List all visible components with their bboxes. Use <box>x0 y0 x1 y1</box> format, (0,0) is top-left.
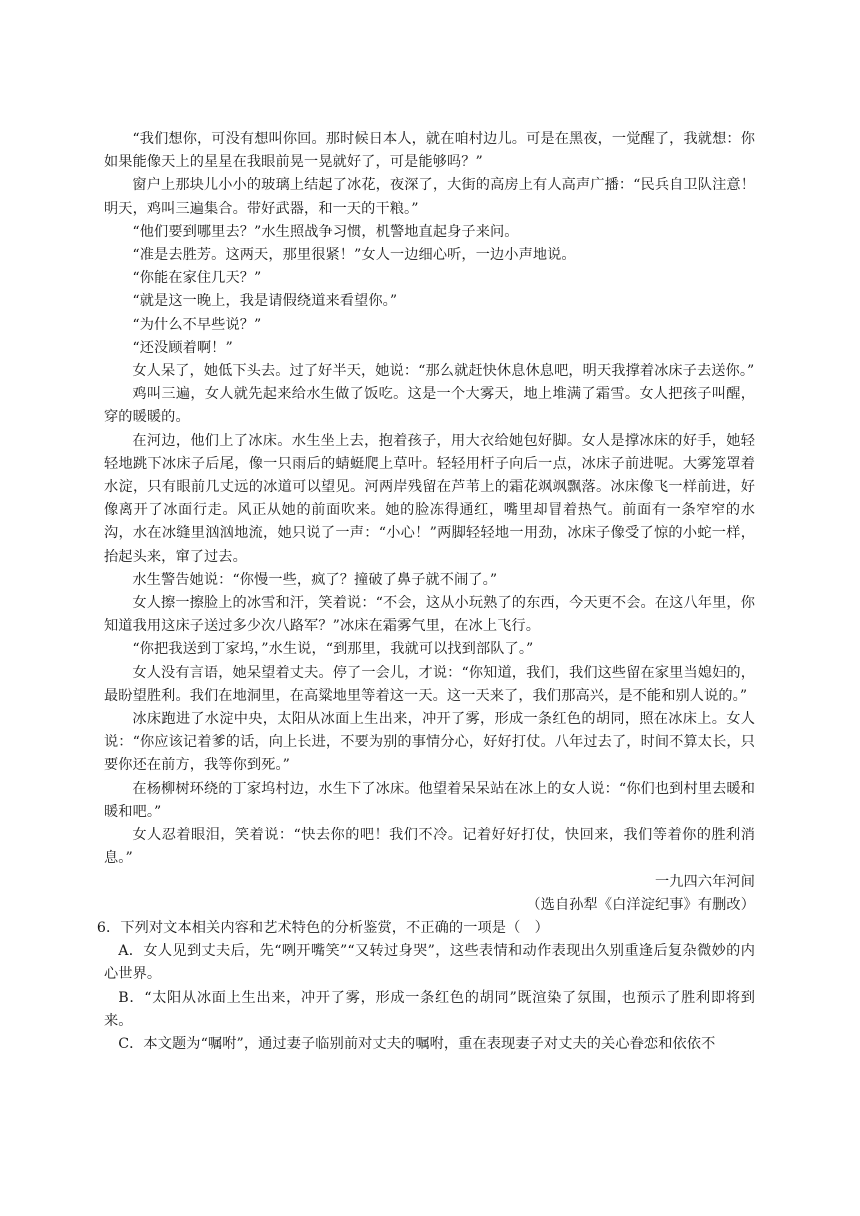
story-paragraph: 在河边，他们上了冰床。水生坐上去，抱着孩子，用大衣给她包好脚。女人是撑冰床的好手，她轻轻地跳下冰床子后尾，像一只雨后的蜻蜓爬上草叶。轻轻用杆子向后一点，冰床子前进呢。大雾笼罩着水淀，只有眼前几丈远的冰道可以望见。河两岸残留在芦苇上的霜花飒飒飘落。冰床像飞一样前进，好像离开了冰面行走。风正从她的前面吹来。她的脸冻得通红，嘴里却冒着热气。前面有一条窄窄的水沟，水在冰缝里汹汹地流，她只说了一声：“小心！”两脚轻轻地一用劲，冰床子像受了惊的小蛇一样，抬起头来，窜了过去。 <box>104 432 755 565</box>
document-page <box>96 128 755 1056</box>
story-paragraph: “你能在家住几天？” <box>132 270 262 287</box>
story-paragraph: “为什么不早些说？” <box>132 316 262 333</box>
option-c: C．本文题为“嘱咐”，通过妻子临别前对丈夫的嘱咐，重在表现妻子对丈夫的关心眷恋和依依不 <box>118 1035 716 1052</box>
story-paragraph: 女人擦一擦脸上的冰雪和汗，笑着说：“不会，这从小玩熟了的东西，今天更不会。在这八年里，你知道我用这床子送过多少次八路军？”冰床在霜雾气里，在冰上飞行。 <box>104 595 755 635</box>
date-line: 一九四六年河间 <box>654 873 755 890</box>
story-paragraph: 女人忍着眼泪，笑着说：“快去你的吧！我们不冷。记着好好打仗，快回来，我们等着你的胜利消息。” <box>104 827 755 867</box>
story-paragraph: “我们想你，可没有想叫你回。那时候日本人，就在咱村边儿。可是在黑夜，一觉醒了，我就想：你如果能像天上的星星在我眼前晃一晃就好了，可是能够吗？” <box>104 131 755 171</box>
story-paragraph: 女人没有言语，她呆望着丈夫。停了一会儿，才说：“你知道，我们，我们这些留在家里当媳妇的，最盼望胜利。我们在地洞里，在高粱地里等着这一天。这一天来了，我们那高兴，是不能和别人说的。” <box>104 664 755 704</box>
story-paragraph: 窗户上那块儿小小的玻璃上结起了冰花，夜深了，大街的高房上有人高声广播：“民兵自卫队注意！明天，鸡叫三遍集合。带好武器，和一天的干粮。” <box>104 177 755 217</box>
story-paragraph: “就是这一晚上，我是请假绕道来看望你。” <box>132 293 398 310</box>
question-block <box>96 917 755 1056</box>
story-paragraph: 水生警告她说：“你慢一些，疯了？撞破了鼻子就不闹了。” <box>132 571 498 588</box>
story-paragraph: 在杨柳树环绕的丁家坞村边，水生下了冰床。他望着呆呆站在冰上的女人说：“你们也到村里去暖和暖和吧。” <box>104 780 755 820</box>
story-paragraph: 冰床跑进了水淀中央，太阳从冰面上生出来，冲开了雾，形成一条红色的胡同，照在冰床上。女人说：“你应该记着爹的话，向上长进，不要为别的事情分心，好好打仗。八年过去了，时间不算太长，只要你还在前方，我等你到死。” <box>104 711 755 774</box>
option-a: A．女人见到丈夫后，先“咧开嘴笑”“又转过身哭”，这些表情和动作表现出久别重逢后复杂微妙的内心世界。 <box>104 943 755 983</box>
source-line: （选自孙犁《白洋淀纪事》有删改） <box>526 896 755 913</box>
story-body <box>104 128 755 917</box>
story-paragraph: 女人呆了，她低下头去。过了好半天，她说：“那么就赶快休息休息吧，明天我撑着冰床子去送你。” <box>132 363 755 380</box>
story-paragraph: “还没顾着啊！” <box>132 339 233 356</box>
story-paragraph: “你把我送到丁家坞，”水生说，“到那里，我就可以找到部队了。” <box>132 641 534 658</box>
story-paragraph: “他们要到哪里去？”水生照战争习惯，机警地直起身子来问。 <box>132 223 519 240</box>
option-b: B．“太阳从冰面上生出来，冲开了雾，形成一条红色的胡同”既渲染了氛围，也预示了胜利即将到来。 <box>104 989 755 1029</box>
story-paragraph: “准是去胜芳。这两天，那里很紧！”女人一边细心听，一边小声地说。 <box>132 247 576 264</box>
story-paragraph: 鸡叫三遍，女人就先起来给水生做了饭吃。这是一个大雾天，地上堆满了霜雪。女人把孩子叫醒，穿的暖暖的。 <box>104 386 755 426</box>
question-stem: 6．下列对文本相关内容和艺术特色的分析鉴赏，不正确的一项是（ ） <box>96 919 549 936</box>
